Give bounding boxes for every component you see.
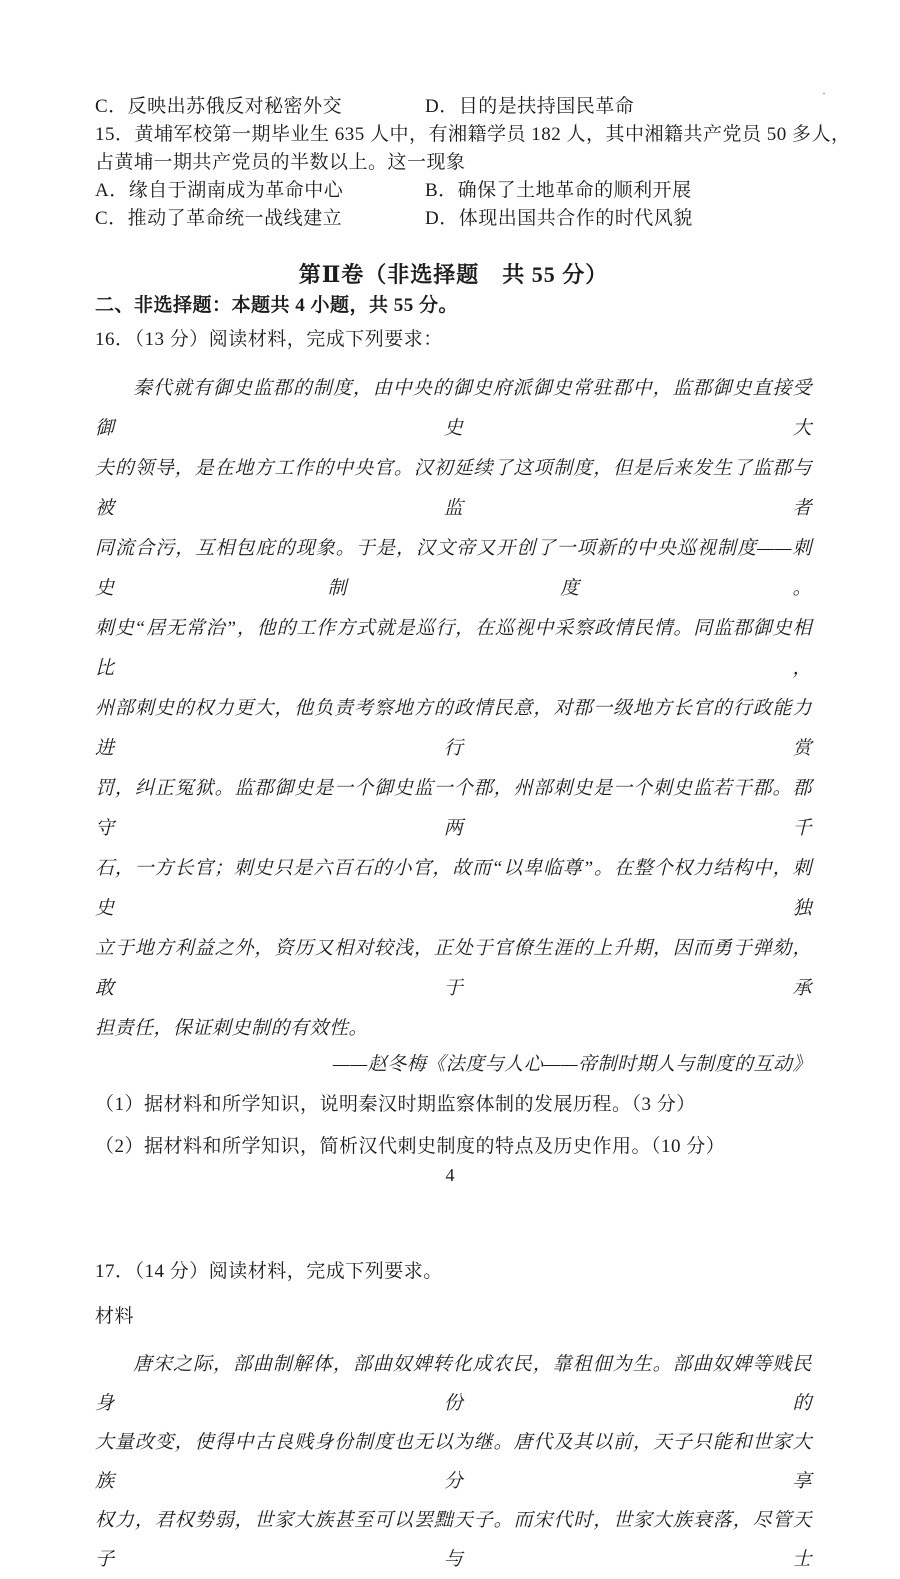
material-line: 罚，纠正冤狱。监郡御史是一个御史监一个郡，州部刺史是一个刺史监若干郡。郡守两千 [95, 778, 812, 839]
question-16-header: 16．（13 分）阅读材料，完成下列要求： [95, 329, 443, 350]
question-17-block [95, 1257, 812, 1579]
question-15-options-row-cd [95, 205, 812, 233]
question-17-material-label: 材料 [95, 1306, 135, 1327]
material-line: 州部刺史的权力更大，他负责考察地方的政情民意，对郡一级地方长官的行政能力进行赏 [95, 698, 812, 759]
section-2-instruction: 二、非选择题：本题共 4 小题，共 55 分。 [95, 295, 459, 316]
material-line: 夫的领导，是在地方工作的中央官。汉初延续了这项制度，但是后来发生了监郡与被监者 [95, 458, 812, 519]
question-16-sub-question-1: （1）据材料和所学知识，说明秦汉时期监察体制的发展历程。（3 分） [95, 1094, 696, 1115]
question-15-option-a: A．缘自于湖南成为革命中心 [95, 180, 344, 201]
material-line: 权力，君权势弱，世家大族甚至可以罢黜天子。而宋代时，世家大族衰落，尽管天子与士 [95, 1510, 812, 1570]
question-14-option-c: C．反映出苏俄反对秘密外交 [95, 96, 343, 117]
material-line: 立于地方利益之外，资历又相对较浅，正处于官僚生涯的上升期，因而勇于弹劾，敢于承 [95, 938, 812, 999]
question-17-header: 17．（14 分）阅读材料，完成下列要求。 [95, 1261, 443, 1282]
question-15-options-row-ab [95, 177, 812, 205]
material-line: 刺史“居无常治”，他的工作方式就是巡行，在巡视中采察政情民情。同监郡御史相比， [95, 618, 812, 679]
material-line: 同流合污，互相包庇的现象。于是，汉文帝又开创了一项新的中央巡视制度——刺史制度。 [95, 538, 812, 599]
question-15-option-d: D．体现出国共合作的时代风貌 [425, 208, 693, 229]
material-line: 大量改变，使得中古良贱身份制度也无以为继。唐代及其以前，天子只能和世家大族分享 [95, 1432, 812, 1492]
question-16-sub-question-2: （2）据材料和所学知识，简析汉代刺史制度的特点及历史作用。（10 分） [95, 1136, 726, 1157]
scan-artifact-dot: · [822, 86, 826, 100]
question-14-options-row [95, 93, 812, 121]
material-line: 石，一方长官；刺史只是六百石的小官，故而“以卑临尊”。在整个权力结构中，刺史独 [95, 858, 812, 919]
material-source-attribution: ——赵冬梅《法度与人心——帝制时期人与制度的互动》 [332, 1054, 812, 1075]
question-16-material [95, 369, 812, 1049]
question-15-option-c: C．推动了革命统一战线建立 [95, 208, 343, 229]
material-line: 秦代就有御史监郡的制度，由中央的御史府派御史常驻郡中，监郡御史直接受御史大 [95, 378, 812, 439]
section-2-title: 第Ⅱ卷（非选择题 共 55 分） [298, 262, 609, 287]
page-number: 4 [445, 1165, 455, 1185]
question-15-stem-line-1: 15．黄埔军校第一期毕业生 635 人中，有湘籍学员 182 人，其中湘籍共产党员 50 多人， [95, 124, 851, 145]
material-line: 担责任，保证刺史制的有效性。 [95, 1018, 369, 1039]
material-line: 唐宋之际，部曲制解体，部曲奴婢转化成农民，靠租佃为生。部曲奴婢等贱民身份的 [95, 1354, 812, 1414]
question-15-stem-line-2: 占黄埔一期共产党员的半数以上。这一现象 [95, 152, 466, 173]
question-17-material [95, 1345, 812, 1579]
question-14-option-d: D．目的是扶持国民革命 [425, 96, 635, 117]
question-15-option-b: B．确保了土地革命的顺利开展 [425, 180, 692, 201]
